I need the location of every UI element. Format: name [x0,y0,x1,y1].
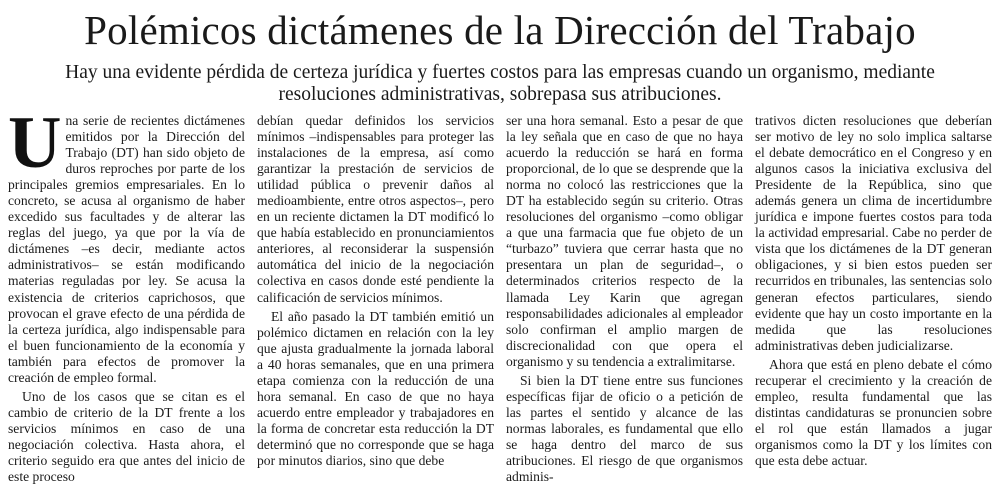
article-body [8,102,992,485]
paragraph-text: na serie de recientes dictámenes emitidos por la Dirección del Trabajo (DT) han sido objeto de duros reproches por parte de los principales gremios empresariales. En lo concreto, se acusa al organismo de haber excedido sus facultades y de alterar las reglas del juego, ya que por la vía de dictámenes –es decir, mediante actos administrativos– se están modificando materias reguladas por ley. Se acusa la existencia de criterios caprichosos, que provocan el grave efecto de una pérdida de la certeza jurídica, algo indispensable para el buen funcionamiento de la economía y también para efectos de promover la creación de empleo formal. [8,113,245,385]
column-3 [506,113,743,485]
paragraph: debían quedar definidos los servicios mínimos –indispensables para proteger las instalaciones de la empresa, así como garantizar la prestación de servicios de utilidad pública o prevenir daños al medioambiente, entre otros aspectos–, pero en un reciente dictamen la DT modificó lo que había establecido en pronunciamientos anteriores, al reconsiderar la suspensión automática del inicio de la negociación colectiva en casos donde esté pendiente la calificación de servicios mínimos. [257,113,494,305]
column-4 [755,113,992,468]
paragraph: Uno de los casos que se citan es el cambio de criterio de la DT frente a los servicios mínimos en caso de una negociación colectiva. Hasta ahora, el criterio seguido era que antes del inicio de este proceso [8,388,245,485]
column-2 [257,113,494,468]
column-1 [8,102,245,485]
paragraph: Ahora que está en pleno debate el cómo recuperar el crecimiento y la creación de empleo, resulta fundamental que las distintas candidaturas se pronuncien sobre el rol que están llamados a jugar organismos como la DT y los límites con que esta debe actuar. [755,356,992,468]
paragraph: ser una hora semanal. Esto a pesar de que la ley señala que en caso de que no haya acuerdo la reducción se hará en forma proporcional, de lo que se desprende que la norma no colocó las restricciones que la DT ha establecido según su criterio. Otras resoluciones del organismo –como obligar a que una farmacia que fue objeto de un “turbazo” tuviera que cerrar hasta que no presentara un plan de seguridad–, o determinados criterios respecto de la llamada Ley Karin que agregan responsabilidades adicionales al empleador solo confirman el amplio margen de discrecionalidad con que opera el organismo y su tendencia a extralimitarse. [506,113,743,369]
drop-cap: U [8,102,62,184]
paragraph: El año pasado la DT también emitió un polémico dictamen en relación con la ley que ajusta gradualmente la jornada laboral a 40 horas semanales, que en una primera etapa comienza con la reducción de una hora semanal. En caso de que no haya acuerdo entre empleador y trabajadores en la forma de concretar esta reducción la DT determinó que no corresponde que se haga por minutos diarios, sino que debe [257,308,494,468]
headline: Polémicos dictámenes de la Dirección del Trabajo [84,7,916,53]
deck-subtitle: Hay una evidente pérdida de certeza jurídica y fuertes costos para las empresas cuando un organismo, mediante resoluciones administrativas, sobrepasa sus atribuciones. [65,62,935,105]
paragraph [8,102,245,386]
paragraph: trativos dicten resoluciones que deberían ser motivo de ley no solo implica saltarse el debate democrático en el Congreso y en algunos casos la iniciativa exclusiva del Presidente de la República, sino que además genera un clima de incertidumbre jurídica e impone fuertes costos para toda la actividad empresarial. Cabe no perder de vista que los dictámenes de la DT generan obligaciones, y si bien estos pueden ser recurridos en tribunales, las sentencias solo generan efectos particulares, siendo evidente que hay un costo importante en la medida que las resoluciones administrativas deben judicializarse. [755,113,992,353]
paragraph: Si bien la DT tiene entre sus funciones específicas fijar de oficio o a petición de las partes el sentido y alcance de las normas laborales, es fundamental que ello se haga dentro del marco de sus atribuciones. El riesgo de que organismos adminis- [506,372,743,485]
